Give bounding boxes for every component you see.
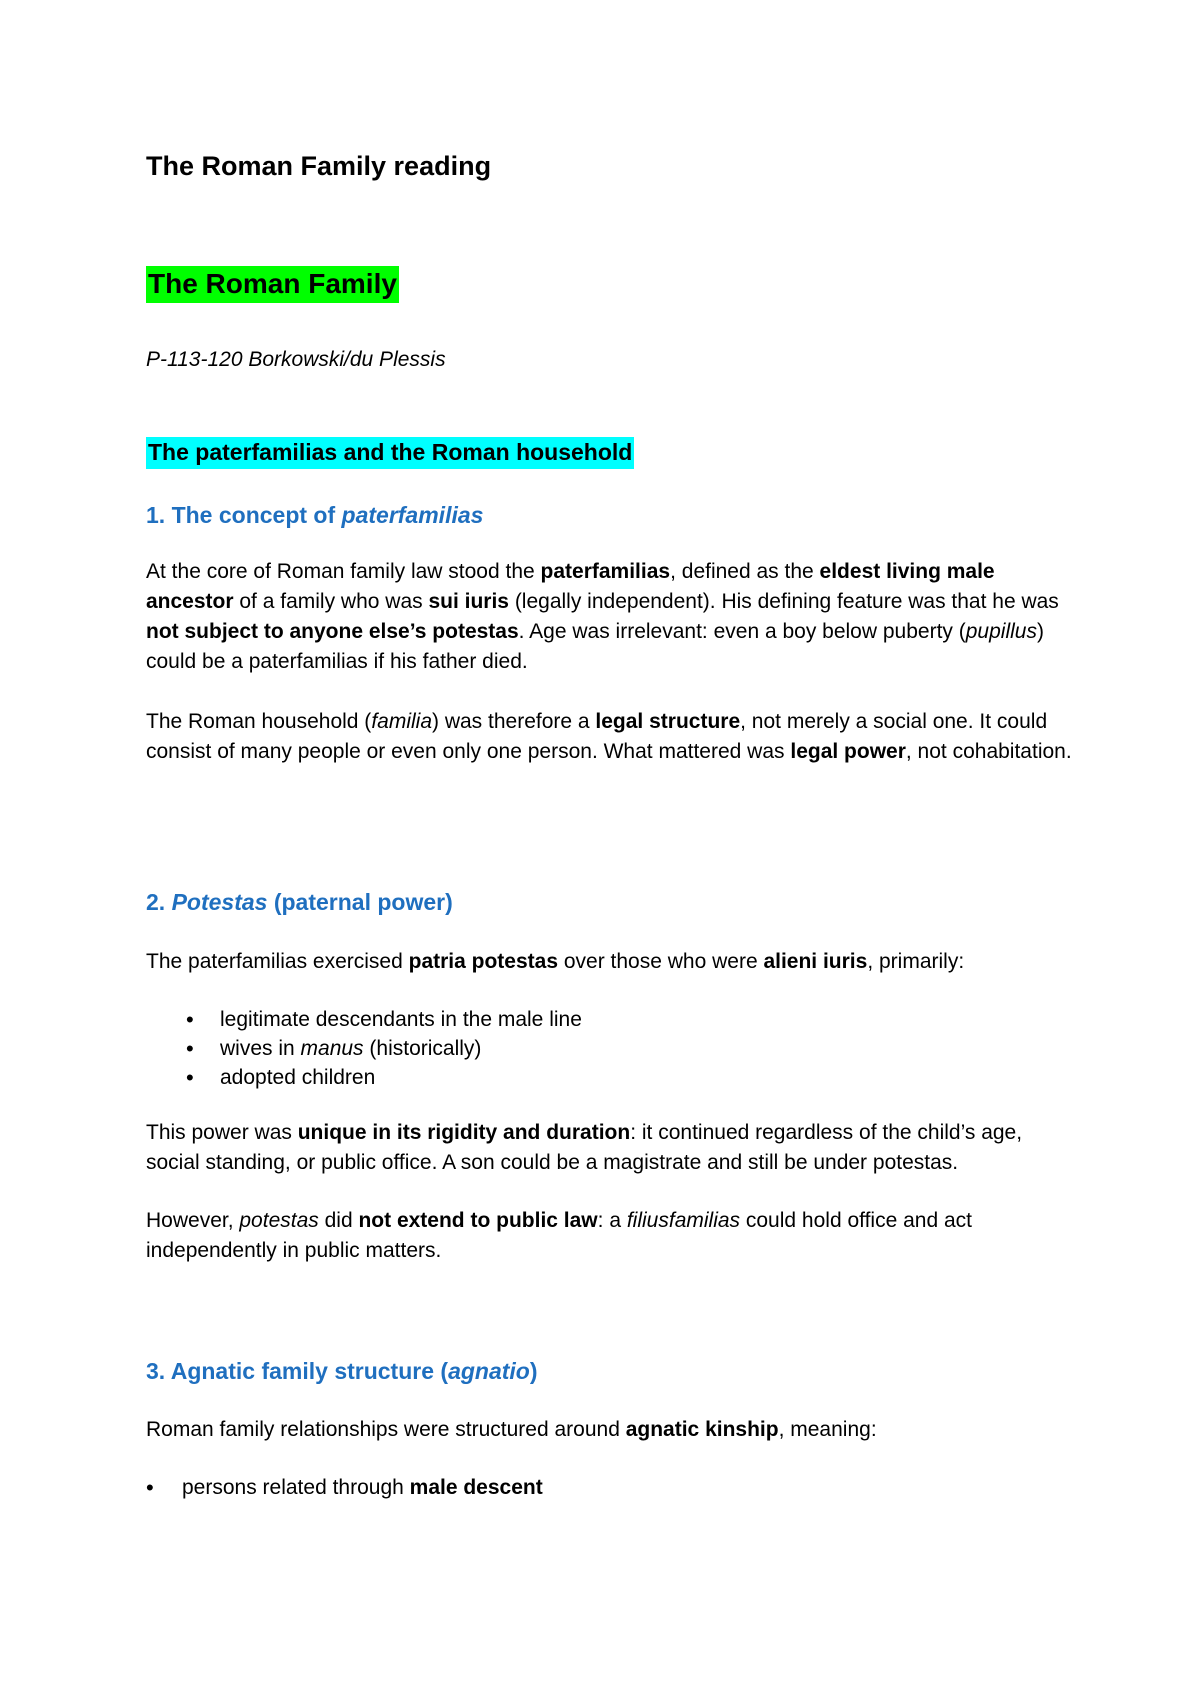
paragraph-rigidity: This power was unique in its rigidity and duration: it continued regardless of the child’s age, social standing, or public office. A son could be a magistrate and still be under potestas. (146, 1121, 1023, 1174)
subheading-agnatio: 3. Agnatic family structure (agnatio) (146, 1358, 538, 1384)
subheading-potestas: 2. Potestas (paternal power) (146, 889, 453, 915)
document-title: The Roman Family reading (146, 151, 492, 181)
paragraph-paterfamilias-definition: At the core of Roman family law stood the paterfamilias, defined as the eldest living male ancestor of a family who was sui iuris (legally independent). His defining feature was that he was not subject to anyone else’s potestas. Age was irrelevant: even a boy below puberty (pupillus) could be a paterfamilias if his father died. (146, 560, 1059, 673)
list-item: • legitimate descendants in the male line (146, 1005, 582, 1034)
list-item: • adopted children (146, 1063, 582, 1092)
main-heading (146, 266, 399, 302)
section-heading (146, 436, 634, 468)
paragraph-household: The Roman household (familia) was therefore a legal structure, not merely a social one. It could consist of many people or even only one person. What mattered was legal power, not cohabitation. (146, 710, 1072, 763)
reference-line: P-113-120 Borkowski/du Plessis (146, 348, 446, 371)
main-heading-highlight: The Roman Family (146, 266, 399, 303)
agnatic-list (146, 1473, 543, 1502)
paragraph-agnatic-kinship: Roman family relationships were structured around agnatic kinship, meaning: (146, 1418, 877, 1441)
potestas-subjects-list (146, 1005, 582, 1092)
list-item: • persons related through male descent (146, 1473, 543, 1502)
paragraph-public-law: However, potestas did not extend to public law: a filiusfamilias could hold office and act independently in public matters. (146, 1209, 972, 1262)
subheading-paterfamilias: 1. The concept of paterfamilias (146, 502, 484, 528)
paragraph-patria-potestas: The paterfamilias exercised patria potestas over those who were alieni iuris, primarily: (146, 950, 965, 973)
section-heading-highlight: The paterfamilias and the Roman household (146, 437, 634, 469)
list-item: • wives in manus (historically) (146, 1034, 582, 1063)
